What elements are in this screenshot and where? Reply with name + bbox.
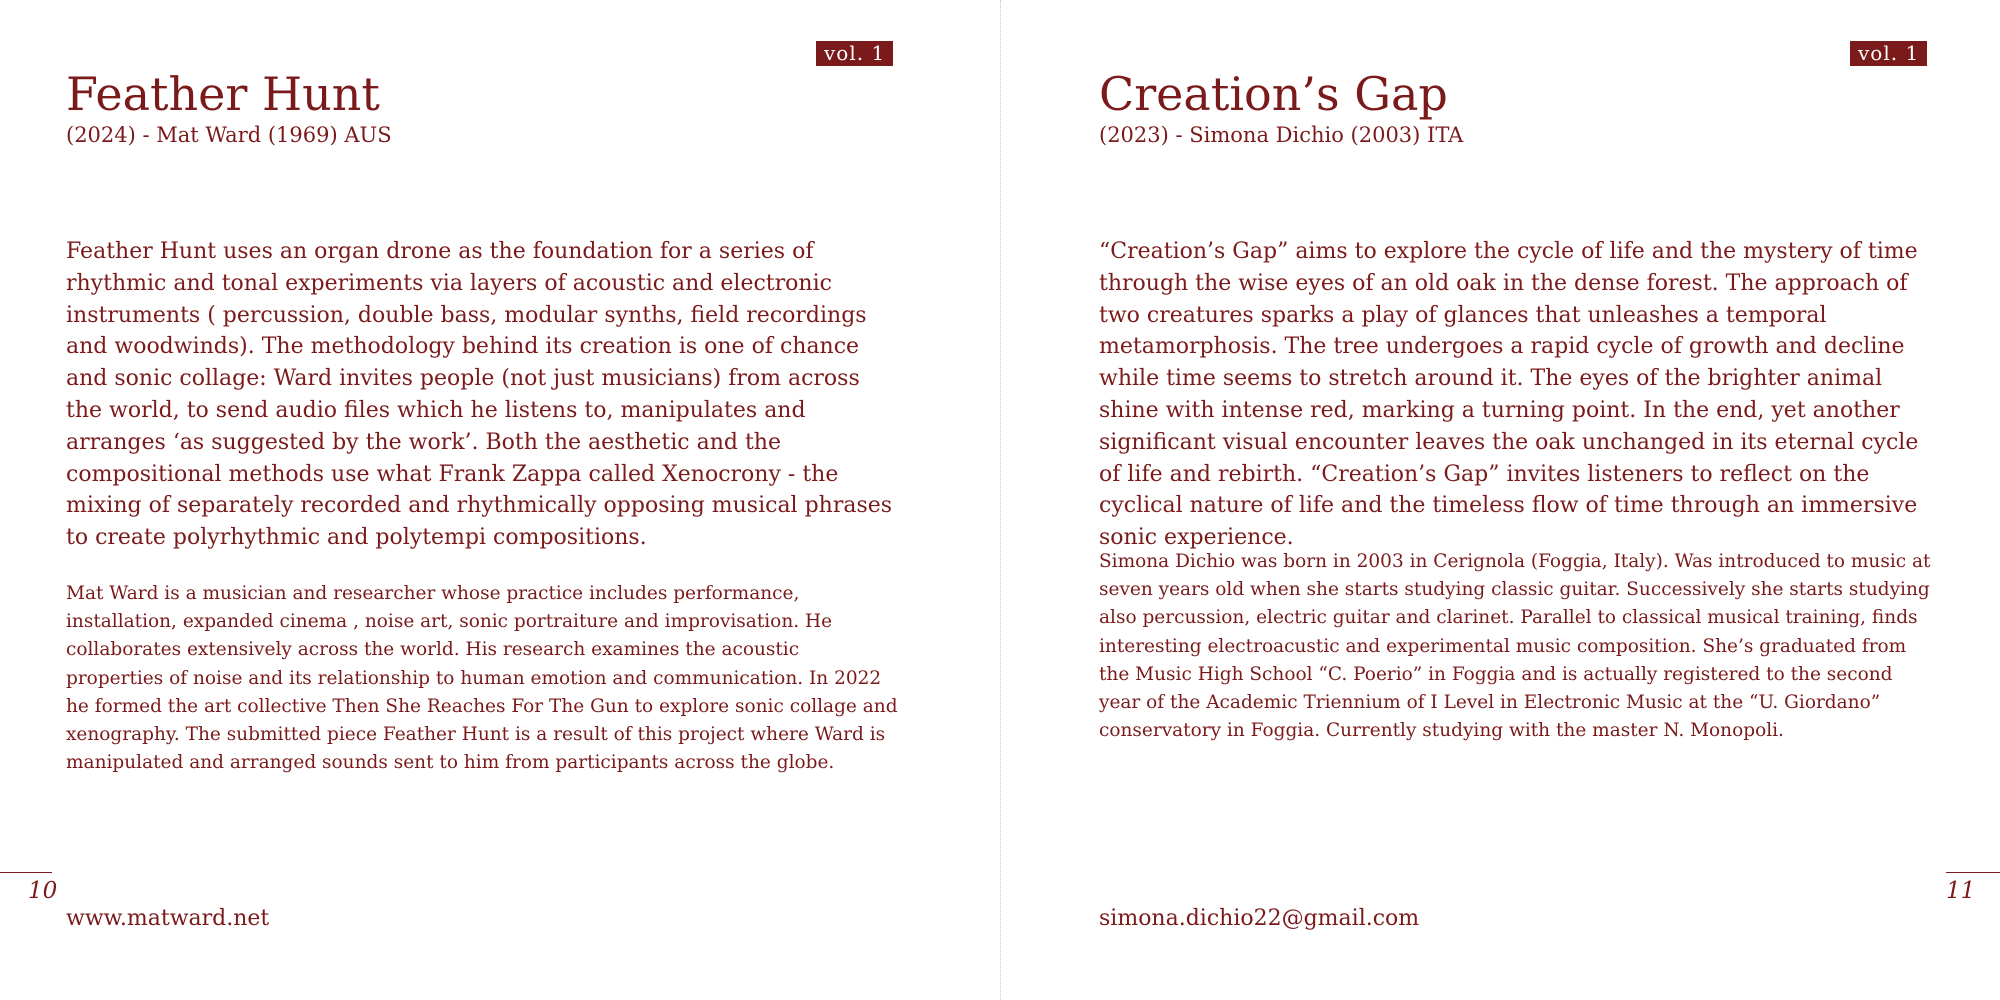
page-number: 11 — [1946, 878, 1976, 904]
composer-bio: Simona Dichio was born in 2003 in Cerignola (Foggia, Italy). Was introduced to music at seven years old when she starts studying classic guitar. Successively she starts studying also percussion, electric guitar and clarinet. Parallel to classical musical training, finds interesting electroacustic and experimental music composition. She’s graduated from the Music High School “C. Poerio” in Foggia and is actually registered to the second year of the Academic Triennium of I Level in Electronic Music at the “U. Giordano” conservatory in Foggia. Currently studying with the master N. Monopoli. — [1099, 551, 1931, 742]
composer-website-link[interactable]: www.matward.net — [66, 906, 270, 931]
piece-title: Feather Hunt — [66, 67, 380, 121]
composer-email-link[interactable]: simona.dichio22@gmail.com — [1099, 906, 1420, 931]
composer-bio: Mat Ward is a musician and researcher whose practice includes performance, installation, expanded cinema , noise art, sonic portraiture and improvisation. He collaborates extensively across the world. His research examines the acoustic properties of noise and its relationship to human emotion and communication. In 2022 he formed the art collective Then She Reaches For The Gun to explore sonic collage and xenography. The submitted piece Feather Hunt is a result of this project where Ward is manipulated and arranged sounds sent to him from participants across the globe. — [66, 583, 898, 774]
volume-badge: vol. 1 — [1850, 41, 1927, 66]
page-number-rule — [1946, 872, 2000, 873]
piece-subtitle: (2023) - Simona Dichio (2003) ITA — [1099, 123, 1464, 147]
piece-subtitle: (2024) - Mat Ward (1969) AUS — [66, 123, 392, 147]
volume-badge: vol. 1 — [816, 41, 893, 66]
piece-title: Creation’s Gap — [1099, 67, 1448, 121]
right-page — [1000, 0, 2000, 1000]
piece-description: Feather Hunt uses an organ drone as the foundation for a series of rhythmic and tonal experiments via layers of acoustic and electronic instruments ( percussion, double bass, modular synths, field recordings and woodwinds). The methodology behind its creation is one of chance and sonic collage: Ward invites people (not just musicians) from across the world, to send audio files which he listens to, manipulates and arranges ‘as suggested by the work’. Both the aesthetic and the compositional methods use what Frank Zappa called Xenocrony - the mixing of separately recorded and rhythmically opposing musical phrases to create polyrhythmic and polytempi compositions. — [66, 239, 893, 551]
page-number-rule — [0, 872, 52, 873]
page-number: 10 — [28, 878, 58, 904]
piece-description: “Creation’s Gap” aims to explore the cycle of life and the mystery of time through the wise eyes of an old oak in the dense forest. The approach of two creatures sparks a play of glances that unleashes a temporal metamorphosis. The tree undergoes a rapid cycle of growth and decline while time seems to stretch around it. The eyes of the brighter animal shine with intense red, marking a turning point. In the end, yet another significant visual encounter leaves the oak unchanged in its eternal cycle of life and rebirth. “Creation’s Gap” invites listeners to reflect on the cyclical nature of life and the timeless flow of time through an immersive sonic experience. — [1099, 239, 1919, 551]
